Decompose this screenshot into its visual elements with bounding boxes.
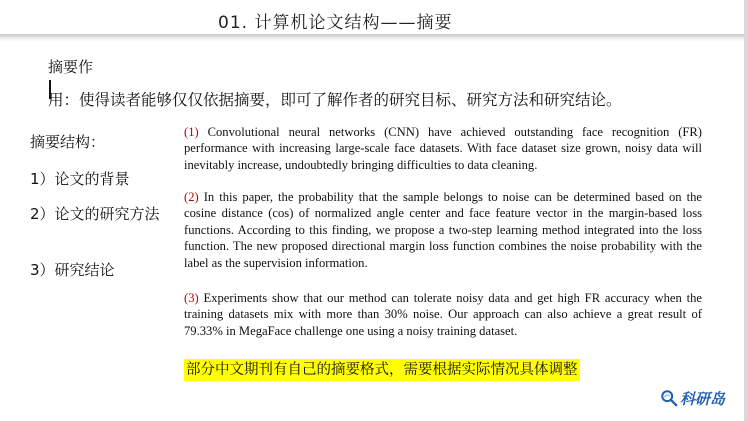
highlighted-note: 部分中文期刊有自己的摘要格式，需要根据实际情况具体调整 bbox=[184, 359, 580, 381]
structure-item-method: 2）论文的研究方法 bbox=[30, 205, 160, 223]
abstract-paragraph-1 bbox=[184, 124, 702, 173]
paragraph-text: Experiments show that our method can tolerate noisy data and get high FR accuracy when the training datasets mix with more than 30% noise. Our approach can also achieve a great result of 79.33% in MegaFace challenge one using a noisy training dataset. bbox=[184, 291, 702, 338]
structure-item-conclusion: 3）研究结论 bbox=[30, 261, 115, 279]
structure-item-background: 1）论文的背景 bbox=[30, 170, 130, 188]
abstract-paragraph-2 bbox=[184, 189, 702, 271]
paragraph-number: (2) bbox=[184, 190, 199, 204]
logo-text: 科研岛 bbox=[680, 389, 726, 408]
definition-label: 摘要作 bbox=[48, 58, 94, 76]
brand-logo bbox=[660, 387, 725, 409]
slide-title: 01. 计算机论文结构——摘要 bbox=[218, 13, 453, 33]
definition-sentence: 用：使得读者能够仅仅依据摘要，即可了解作者的研究目标、研究方法和研究结论。 bbox=[48, 91, 622, 109]
title-underline-rule bbox=[0, 34, 748, 42]
paragraph-text: Convolutional neural networks (CNN) have achieved outstanding face recognition (FR) performance with increasing large-scale face datasets. With face dataset size grown, noisy data will inevitably increase, undoubtedly bringing difficulties to data cleaning. bbox=[184, 125, 702, 172]
abstract-paragraph-3 bbox=[184, 290, 702, 339]
slide-edge-shadow bbox=[744, 0, 748, 421]
structure-heading: 摘要结构： bbox=[30, 133, 106, 151]
definition-text bbox=[48, 88, 622, 110]
paragraph-number: (3) bbox=[184, 291, 199, 305]
paragraph-number: (1) bbox=[184, 125, 199, 139]
magnifier-logo-icon bbox=[660, 389, 678, 407]
paragraph-text: In this paper, the probability that the sample belongs to noise can be determined based on the cosine distance (cos) of normalized angle center and face feature vector in the margin-based loss functions. According to this finding, we propose a two-step learning method integrated into the loss function. The new proposed directional margin loss function combines the noise probability with the label as the supervision information. bbox=[184, 190, 702, 270]
